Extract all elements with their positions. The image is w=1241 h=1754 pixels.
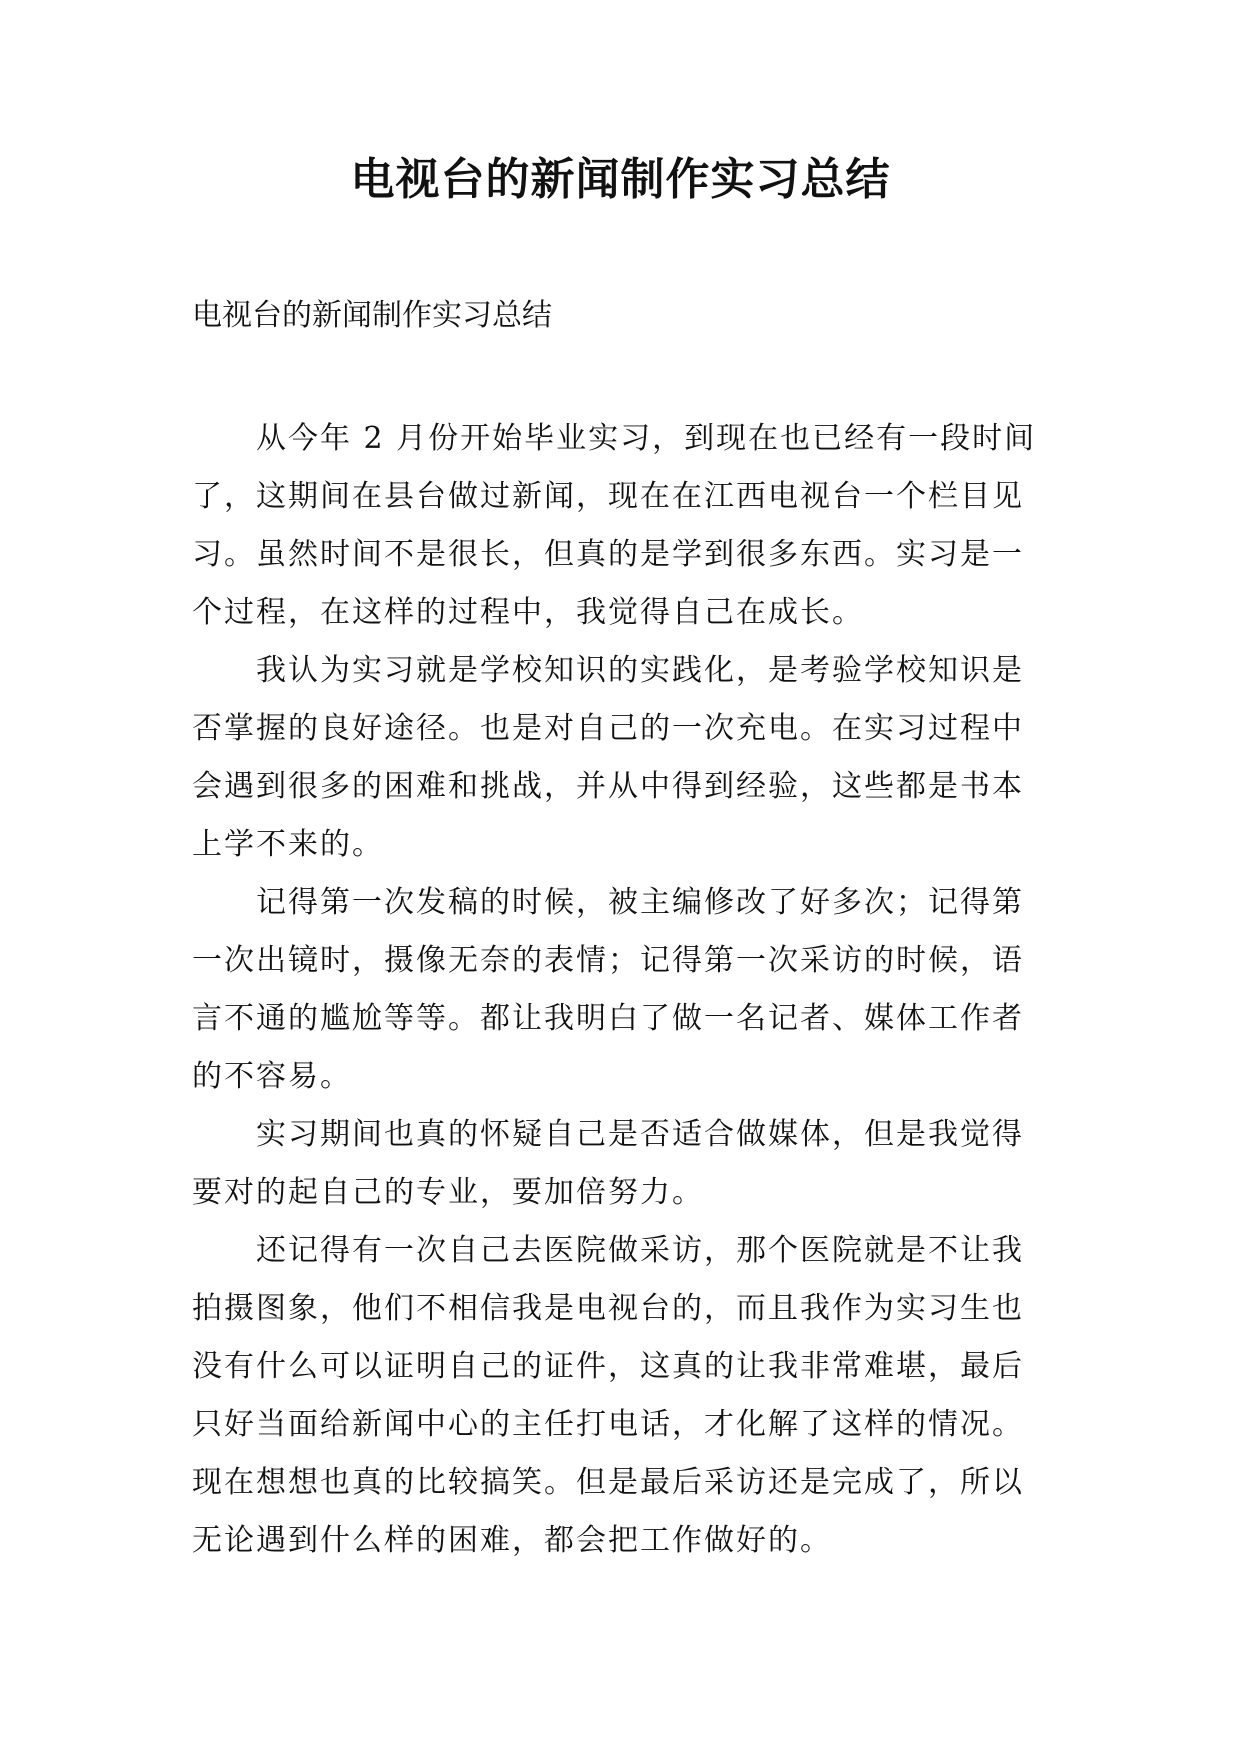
paragraph-line: 了，这期间在县台做过新闻，现在在江西电视台一个栏目见 xyxy=(192,479,1024,514)
paragraph-line: 实习期间也真的怀疑自己是否适合做媒体，但是我觉得 xyxy=(256,1117,1024,1152)
paragraph-1 xyxy=(192,410,1062,642)
paragraph-line: 上学不来的。 xyxy=(192,827,384,862)
paragraph-line: 无论遇到什么样的困难，都会把工作做好的。 xyxy=(192,1523,832,1558)
document-body xyxy=(192,410,1062,1570)
paragraph-2 xyxy=(192,642,1062,874)
paragraph-line: 记得第一次发稿的时候，被主编修改了好多次；记得第 xyxy=(256,885,1024,920)
paragraph-line: 一次出镜时，摄像无奈的表情；记得第一次采访的时候，语 xyxy=(192,943,1024,978)
paragraph-line: 还记得有一次自己去医院做采访，那个医院就是不让我 xyxy=(256,1233,1024,1268)
paragraph-line: 习。虽然时间不是很长，但真的是学到很多东西。实习是一 xyxy=(192,537,1024,572)
paragraph-line: 没有什么可以证明自己的证件，这真的让我非常难堪，最后 xyxy=(192,1349,1024,1384)
paragraph-line: 只好当面给新闻中心的主任打电话，才化解了这样的情况。 xyxy=(192,1407,1024,1442)
document-title: 电视台的新闻制作实习总结 xyxy=(350,154,891,205)
paragraph-3 xyxy=(192,874,1062,1106)
paragraph-5 xyxy=(192,1222,1062,1570)
paragraph-line: 要对的起自己的专业，要加倍努力。 xyxy=(192,1175,704,1210)
paragraph-line: 从今年 2 月份开始毕业实习，到现在也已经有一段时间 xyxy=(256,421,1037,456)
paragraph-line: 现在想想也真的比较搞笑。但是最后采访还是完成了，所以 xyxy=(192,1465,1024,1500)
paragraph-4 xyxy=(192,1106,1062,1222)
paragraph-line: 的不容易。 xyxy=(192,1059,352,1094)
paragraph-line: 拍摄图象，他们不相信我是电视台的，而且我作为实习生也 xyxy=(192,1291,1024,1326)
paragraph-line: 个过程，在这样的过程中，我觉得自己在成长。 xyxy=(192,595,864,630)
paragraph-line: 言不通的尴尬等等。都让我明白了做一名记者、媒体工作者 xyxy=(192,1001,1024,1036)
document-subtitle: 电视台的新闻制作实习总结 xyxy=(192,298,552,333)
paragraph-line: 否掌握的良好途径。也是对自己的一次充电。在实习过程中 xyxy=(192,711,1024,746)
paragraph-line: 会遇到很多的困难和挑战，并从中得到经验，这些都是书本 xyxy=(192,769,1024,804)
paragraph-line: 我认为实习就是学校知识的实践化，是考验学校知识是 xyxy=(256,653,1024,688)
